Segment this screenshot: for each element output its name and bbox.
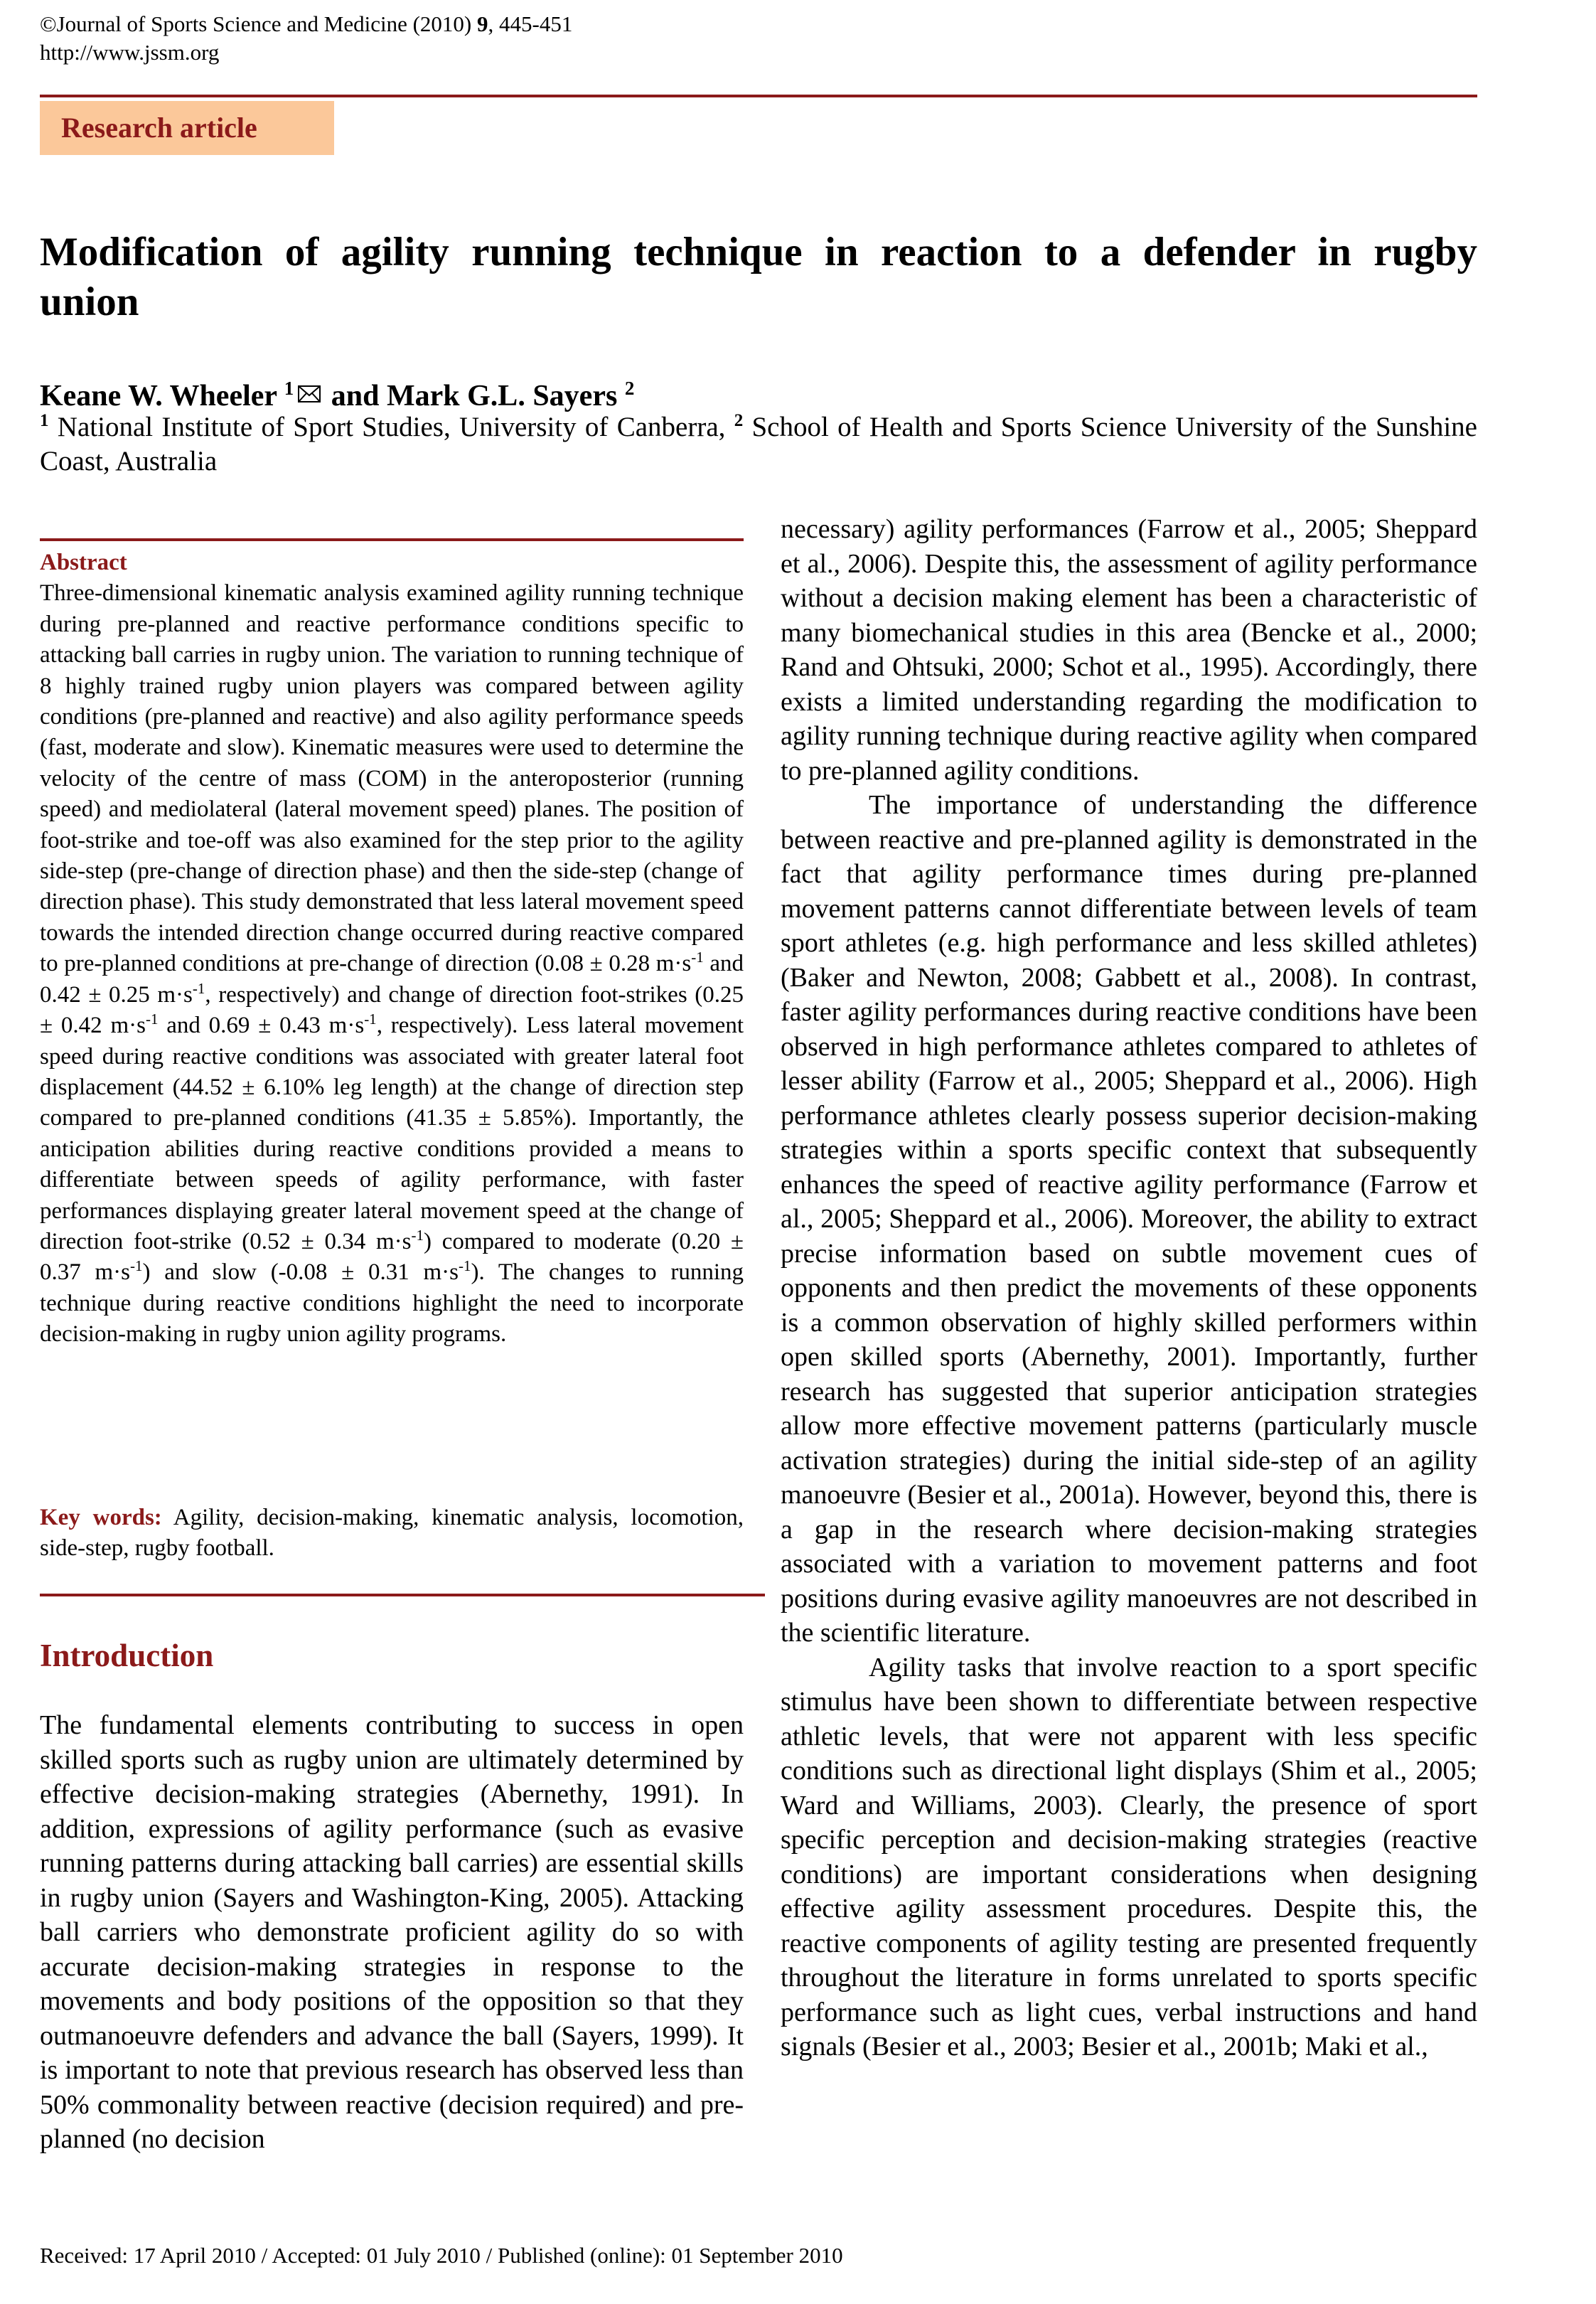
keywords-label: Key words: bbox=[40, 1505, 162, 1530]
abstract-body: Three-dimensional kinematic analysis examined agility running technique during pre-planned and reactive performance conditions specific to attacking ball carries in rugby union. The variation to running technique of 8 highly trained rugby union players was compared between agility conditions (pre-planned and reactive) and also agility performance speeds (fast, moderate and slow). Kinematic measures were used to determine the velocity of the centre of mass (COM) in the anteroposterior (running speed) and mediolateral (lateral movement speed) planes. The position of foot-strike and toe-off was also examined for the step prior to the agility side-step (pre-change of direction phase) and then the side-step (change of direction phase). This study demonstrated that less lateral movement speed towards the intended direction change occurred during reactive compared to pre-planned conditions at pre-change of direction (0.08 ± 0.28 $m\cdot s^{-1}$ and 0.42 ± 0.25 $m\cdot s^{-1}$, respectively) and change of direction foot-strikes (0.25 ± 0.42 $m\cdot s^{-1}$ and 0.69 ± 0.43 $m\cdot s^{-1}$, respectively). Less lateral movement speed during reactive conditions was associated with greater lateral foot displacement (44.52 ± 6.10% leg length) at the change of direction step compared to pre-planned conditions (41.35 ± 5.85%). Importantly, the anticipation abilities during reactive conditions provided a means to differentiate between speeds of agility performance, with faster performances displaying greater lateral movement speed at the change of direction foot-strike (0.52 ± 0.34 $m\cdot s^{-1}$) compared to moderate (0.20 ± 0.37 $m\cdot s^{-1}$) and slow (-0.08 ± 0.31 $m\cdot s^{-1}$). The changes to running technique during reactive conditions highlight the need to incorporate decision-making in rugby union agility programs. bbox=[40, 580, 744, 1348]
author-line: Keane W. Wheeler $^1$ and Mark G.L. Sayers $^2$ bbox=[40, 378, 635, 412]
keywords-text: Agility, decision-making, kinematic analysis, locomotion, side-step, rugby football. bbox=[40, 1505, 744, 1562]
journal-header bbox=[40, 10, 572, 67]
affiliations: $^1$ National Institute of Sport Studies, University of Canberra, $^2$ School of Health and Sports Science University of the Sunshine Coast, Australia bbox=[40, 411, 1477, 476]
right-paragraph-1: necessary) agility performances (Farrow et al., 2005; Sheppard et al., 2006). Despite this, the assessment of agility performance without a decision making element has been a characteristic of many biomechanical studies in this area (Bencke et al., 2000; Rand and Ohtsuki, 2000; Schot et al., 1995). Accordingly, there exists a limited understanding regarding the modification to agility running technique during reactive agility when compared to pre-planned agility conditions. bbox=[781, 514, 1477, 786]
abstract-heading: Abstract bbox=[40, 550, 127, 575]
right-paragraph-3: Agility tasks that involve reaction to a sport specific stimulus have been shown to differentiate between respective athletic levels, that were not apparent with less specific conditions such as directional light displays (Shim et al., 2005; Ward and Williams, 2003). Clearly, the presence of sport specific perception and decision-making strategies (reactive conditions) are important considerations when designing effective agility assessment procedures. Despite this, the reactive components of agility testing are presented frequently throughout the literature in forms unrelated to sports specific performance such as light cues, verbal instructions and hand signals (Besier et al., 2003; Besier et al., 2001b; Maki et al., bbox=[781, 1652, 1477, 2062]
paper-title: Modification of agility running technique in reaction to a defender in rugby union bbox=[40, 230, 1477, 324]
envelope-icon[interactable] bbox=[298, 385, 321, 402]
abstract-divider-bottom bbox=[40, 1594, 765, 1596]
volume-number: 9 bbox=[477, 11, 488, 36]
article-type-badge: Research article bbox=[40, 101, 334, 155]
journal-url[interactable]: http://www.jssm.org bbox=[40, 40, 220, 65]
introduction-heading: Introduction bbox=[40, 1638, 214, 1673]
right-paragraph-2: The importance of understanding the difference between reactive and pre-planned agility is demonstrated in the fact that agility performance times during pre-planned movement patterns cannot differentiate between levels of team sport athletes (e.g. high performance and less skilled athletes) (Baker and Newton, 2008; Gabbett et al., 2008). In contrast, faster agility performances during reactive conditions have been observed in high performance athletes compared to athletes of lesser ability (Farrow et al., 2005; Sheppard et al., 2006). High performance athletes clearly possess superior decision-making strategies within a sports specific context that subsequently enhances the speed of reactive agility performance (Farrow et al., 2005; Sheppard et al., 2006). Moreover, the ability to extract precise information based on subtle movement cues of opponents and then predict the movements of these opponents is a common observation of highly skilled performers within open skilled sports (Abernethy, 2001). Importantly, further research has suggested that superior anticipation strategies allow more effective movement patterns (particularly muscle activation strategies) during the initial side-step of an agility manoeuvre (Besier et al., 2001a). However, beyond this, there is a gap in the research where decision-making strategies associated with a variation to movement patterns and foot positions during evasive agility manoeuvres are not described in the scientific literature. bbox=[781, 790, 1477, 1648]
abstract-section bbox=[40, 548, 744, 1350]
publication-dates: Received: 17 April 2010 / Accepted: 01 July 2010 / Published (online): 01 September 2010 bbox=[40, 2243, 843, 2268]
right-column bbox=[781, 512, 1477, 2064]
keywords bbox=[40, 1503, 744, 1564]
abstract-divider-top bbox=[40, 538, 744, 541]
header-divider bbox=[40, 95, 1477, 97]
journal-citation: ©Journal of Sports Science and Medicine (2010) 9, 445-451 bbox=[40, 11, 573, 36]
introduction-text: The fundamental elements contributing to success in open skilled sports such as rugby union are ultimately determined by effective decision-making strategies (Abernethy, 1991). In addition, expressions of agility performance (such as evasive running patterns during attacking ball carries) are essential skills in rugby union (Sayers and Washington-King, 2005). Attacking ball carriers who demonstrate proficient agility do so with accurate decision-making strategies in response to the movements and body positions of the opposition so that they outmanoeuvre defenders and advance the ball (Sayers, 1999). It is important to note that previous research has observed less than 50% commonality between reactive (decision required) and pre-planned (no decision bbox=[40, 1710, 744, 2154]
